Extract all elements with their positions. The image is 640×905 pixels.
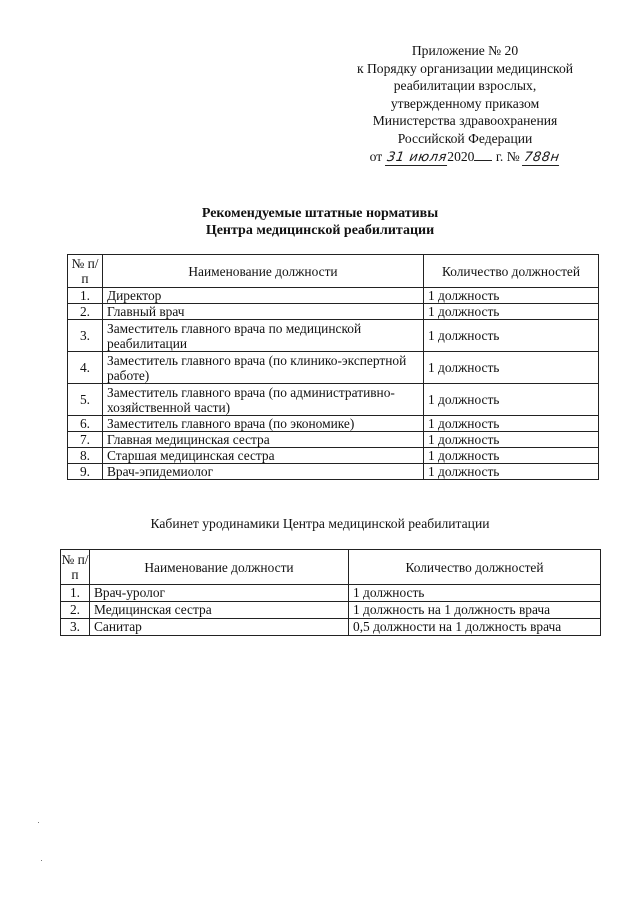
column-header-number: № п/п — [61, 550, 90, 585]
position-count: 1 должность — [424, 384, 599, 416]
handwritten-order-number: 788н — [523, 150, 561, 165]
table-row — [61, 619, 601, 636]
attachment-number: Приложение № 20 — [411, 43, 519, 58]
column-header-count: Количество должностей — [349, 550, 601, 585]
number-prefix: г. № — [495, 149, 520, 164]
order-reference-line: к Порядку организации медицинской — [356, 60, 574, 76]
column-header-number: № п/п — [68, 255, 103, 288]
position-name: Директор — [103, 288, 424, 304]
row-number: 1. — [61, 585, 90, 602]
handwritten-date: 31 июля — [385, 150, 448, 165]
position-name: Санитар — [90, 619, 349, 636]
position-name: Заместитель главного врача по медицинской реабилитации — [103, 320, 424, 352]
attachment-header — [330, 42, 600, 166]
table-row — [68, 448, 599, 464]
ministry-line: Российской Федерации — [397, 130, 533, 146]
table-row — [68, 384, 599, 416]
year-blank — [474, 147, 492, 161]
table-row — [68, 416, 599, 432]
position-count: 1 должность — [424, 320, 599, 352]
position-name: Заместитель главного врача (по административно-хозяйственной части) — [103, 384, 424, 416]
table-row — [61, 602, 601, 619]
position-name: Старшая медицинская сестра — [103, 448, 424, 464]
position-name: Врач-уролог — [90, 585, 349, 602]
row-number: 3. — [68, 320, 103, 352]
order-year: 2020 — [447, 149, 475, 164]
position-count: 1 должность — [424, 288, 599, 304]
position-count: 1 должность на 1 должность врача — [349, 602, 601, 619]
row-number: 8. — [68, 448, 103, 464]
row-number: 5. — [68, 384, 103, 416]
document-title — [0, 205, 640, 239]
order-reference-line: утвержденному приказом — [390, 95, 540, 111]
row-number: 6. — [68, 416, 103, 432]
row-number: 7. — [68, 432, 103, 448]
order-reference-line: реабилитации взрослых, — [393, 78, 537, 93]
row-number: 4. — [68, 352, 103, 384]
position-count: 0,5 должности на 1 должность врача — [349, 619, 601, 636]
position-name: Заместитель главного врача (по экономике) — [103, 416, 424, 432]
position-name: Главная медицинская сестра — [103, 432, 424, 448]
position-name: Врач-эпидемиолог — [103, 464, 424, 480]
section-subtitle: Кабинет уродинамики Центра медицинской реабилитации — [150, 516, 490, 531]
position-count: 1 должность — [424, 432, 599, 448]
table-row — [68, 464, 599, 480]
scan-speck — [38, 822, 39, 823]
title-line: Центра медицинской реабилитации — [205, 223, 435, 238]
column-header-position: Наименование должности — [90, 550, 349, 585]
table-row — [68, 352, 599, 384]
position-count: 1 должность — [349, 585, 601, 602]
table-row — [61, 585, 601, 602]
table-row — [68, 288, 599, 304]
position-name: Заместитель главного врача (по клинико-экспертной работе) — [103, 352, 424, 384]
row-number: 9. — [68, 464, 103, 480]
position-count: 1 должность — [424, 464, 599, 480]
row-number: 2. — [68, 304, 103, 320]
column-header-position: Наименование должности — [103, 255, 424, 288]
row-number: 1. — [68, 288, 103, 304]
row-number: 3. — [61, 619, 90, 636]
row-number: 2. — [61, 602, 90, 619]
position-name: Главный врач — [103, 304, 424, 320]
title-line: Рекомендуемые штатные нормативы — [201, 206, 439, 221]
scan-speck — [41, 860, 42, 861]
position-name: Медицинская сестра — [90, 602, 349, 619]
position-count: 1 должность — [424, 304, 599, 320]
column-header-count: Количество должностей — [424, 255, 599, 288]
order-date-line — [330, 147, 600, 166]
position-count: 1 должность — [424, 416, 599, 432]
staffing-table-urodynamics — [60, 549, 601, 636]
staffing-table-center — [67, 254, 599, 480]
date-prefix: от — [369, 149, 383, 164]
table-row — [68, 320, 599, 352]
position-count: 1 должность — [424, 448, 599, 464]
table-header-row — [61, 550, 601, 585]
table-row — [68, 304, 599, 320]
position-count: 1 должность — [424, 352, 599, 384]
table-header-row — [68, 255, 599, 288]
ministry-line: Министерства здравоохранения — [372, 113, 558, 128]
table-row — [68, 432, 599, 448]
